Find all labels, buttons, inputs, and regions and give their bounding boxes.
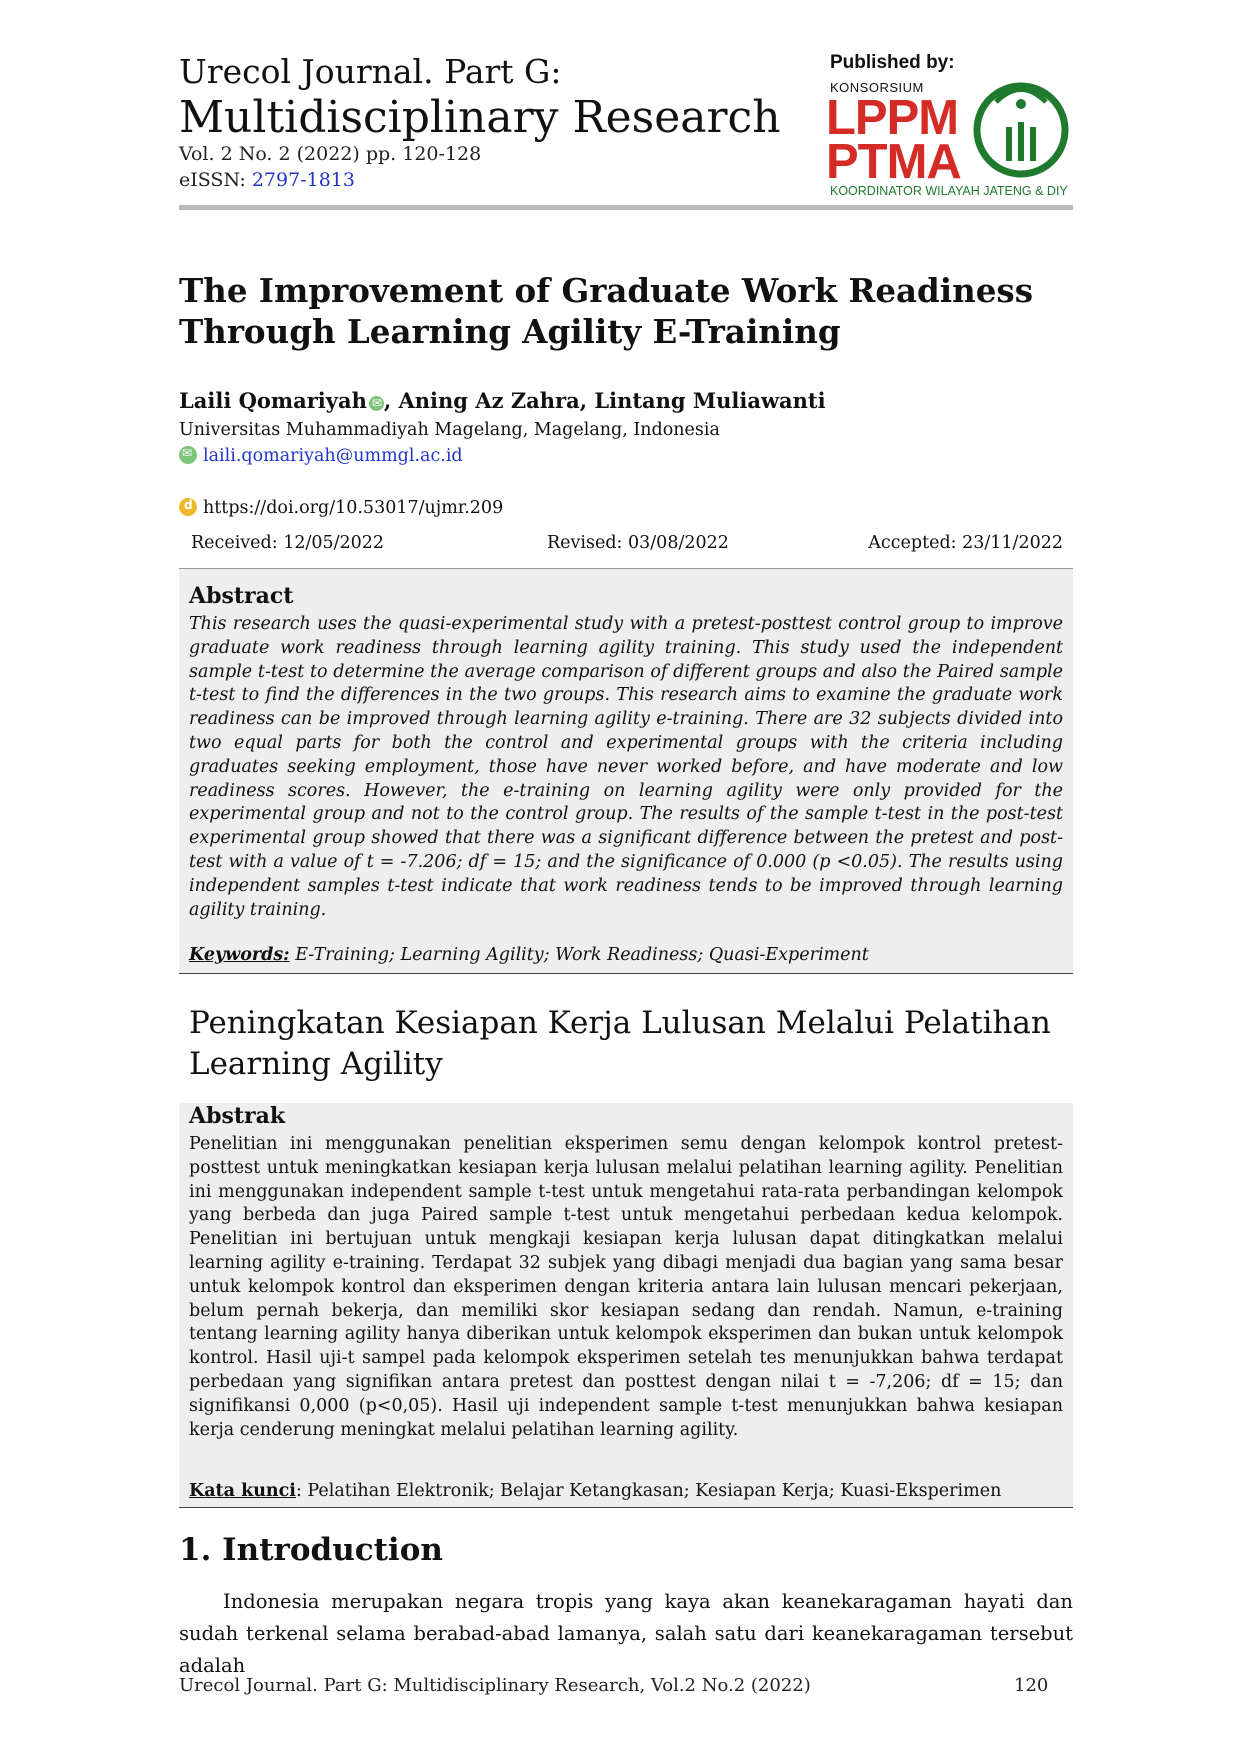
revised-date: Revised: 03/08/2022 [547, 533, 729, 553]
abstrak-heading: Abstrak [189, 1103, 286, 1129]
affiliation: Universitas Muhammadiyah Magelang, Magelang, Indonesia [179, 420, 720, 440]
keywords-list: E-Training; Learning Agility; Work Readiness; Quasi-Experiment [289, 945, 869, 965]
lppm-text: LPPM [826, 91, 959, 145]
abstract-heading: Abstract [189, 583, 294, 609]
journal-name-line1: Urecol Journal. Part G: [179, 52, 562, 91]
journal-name-line2: Multidisciplinary Research [179, 92, 781, 143]
muhammadiyah-emblem-icon [966, 72, 1076, 182]
received-date: Received: 12/05/2022 [191, 533, 385, 553]
header-divider [179, 205, 1073, 210]
ptma-text: PTMA [826, 135, 961, 189]
page-number: 120 [1014, 1675, 1049, 1696]
volume-info: Vol. 2 No. 2 (2022) pp. 120-128 [179, 143, 482, 165]
abstract-box-en [179, 568, 1073, 974]
kata-kunci-label: Kata kunci [189, 1481, 296, 1501]
article-title: The Improvement of Graduate Work Readiness Through Learning Agility E-Training [179, 271, 1034, 351]
accepted-date: Accepted: 23/11/2022 [868, 533, 1063, 553]
email-row [179, 446, 463, 466]
doi-row [179, 498, 503, 518]
indonesian-title: Peningkatan Kesiapan Kerja Lulusan Melalui Pelatihan Learning Agility [189, 1005, 1051, 1082]
author-list [179, 388, 826, 413]
author-first: Laili Qomariyah [179, 388, 367, 413]
koordinator-label: KOORDINATOR WILAYAH JATENG & DIY [830, 184, 1068, 198]
author-rest: , Aning Az Zahra, Lintang Muliawanti [383, 388, 826, 413]
abstract-box-id [179, 1103, 1073, 1508]
footer-citation: Urecol Journal. Part G: Multidisciplinary Research, Vol.2 No.2 (2022) [179, 1675, 811, 1696]
kata-kunci-list: : Pelatihan Elektronik; Belajar Ketangkasan; Kesiapan Kerja; Kuasi-Eksperimen [295, 1481, 1002, 1501]
lppm-ptma-logo-text [826, 91, 961, 189]
keywords-row [189, 945, 869, 965]
kata-kunci-row [189, 1481, 1001, 1501]
eissn-label: eISSN: [179, 169, 252, 191]
corresponding-author-icon [369, 396, 384, 411]
konsorsium-label: KONSORSIUM [830, 80, 924, 95]
eissn-info [179, 169, 355, 191]
introduction-paragraph [179, 1586, 1073, 1682]
email-link[interactable]: laili.qomariyah@ummgl.ac.id [203, 446, 463, 466]
abstrak-text: Penelitian ini menggunakan penelitian eksperimen semu dengan kelompok kontrol pretest-posttest untuk meningkatkan kesiapan kerja lulusan melalui pelatihan learning agility. Penelitian ini menggunakan independent sample t-test untuk mengetahui rata-rata perbandingan kelompok yang berbeda dan juga Paired sample t-test untuk mengetahui perbedaan kedua kelompok. Penelitian ini bertujuan untuk mengkaji kesiapan kerja lulusan dapat ditingkatkan melalui learning agility e-training. Terdapat 32 subjek yang dibagi menjadi dua bagian yang sama besar untuk kelompok kontrol dan eksperimen dengan kriteria antara lain lulusan mencari pekerjaan, belum pernah bekerja, dan memiliki skor kesiapan sedang dan rendah. Namun, e-training tentang learning agility hanya diberikan untuk kelompok eksperimen dan bukan untuk kelompok kontrol. Hasil uji-t sampel pada kelompok eksperimen setelah tes menunjukkan bahwa terdapat perbedaan yang signifikan antara pretest dan posttest dengan nilai t = -7,206; df = 15; dan signifikansi 0,000 (p<0,05). Hasil uji independent sample t-test menunjukkan bahwa kesiapan kerja cenderung meningkat melalui pelatihan learning agility. [189, 1134, 1063, 1440]
abstract-text: This research uses the quasi-experimental study with a pretest-posttest control group to improve graduate work readiness through learning agility training. This study used the independent sample t-test to determine the average comparison of different groups and also the Paired sample t-test to find the differences in the two groups. This research aims to examine the graduate work readiness can be improved through learning agility e-training. There are 32 subjects divided into two equal parts for both the control and experimental groups with the criteria including graduates seeking employment, those have never worked before, and have moderate and low readiness scores. However, the e-training on learning agility were only provided for the experimental group and not to the control group. The results of the sample t-test in the post-test experimental group showed that there was a significant difference between the pretest and post-test with a value of t = -7.206; df = 15; and the significance of 0.000 (p <0.05). The results using independent samples t-test indicate that work readiness tends to be improved through learning agility training. [189, 614, 1063, 920]
keywords-label: Keywords: [189, 945, 290, 965]
introduction-heading: 1. Introduction [179, 1532, 443, 1568]
doi-icon [179, 498, 197, 516]
doi-link[interactable]: https://doi.org/10.53017/ujmr.209 [203, 498, 504, 518]
eissn-link[interactable]: 2797-1813 [251, 169, 355, 191]
published-by-label: Published by: [830, 52, 955, 73]
email-icon [179, 446, 197, 464]
introduction-text: Indonesia merupakan negara tropis yang kaya akan keanekaragaman hayati dan sudah terkenal selama berabad-abad lamanya, salah satu dari keanekaragaman tersebut adalah [179, 1590, 1073, 1677]
